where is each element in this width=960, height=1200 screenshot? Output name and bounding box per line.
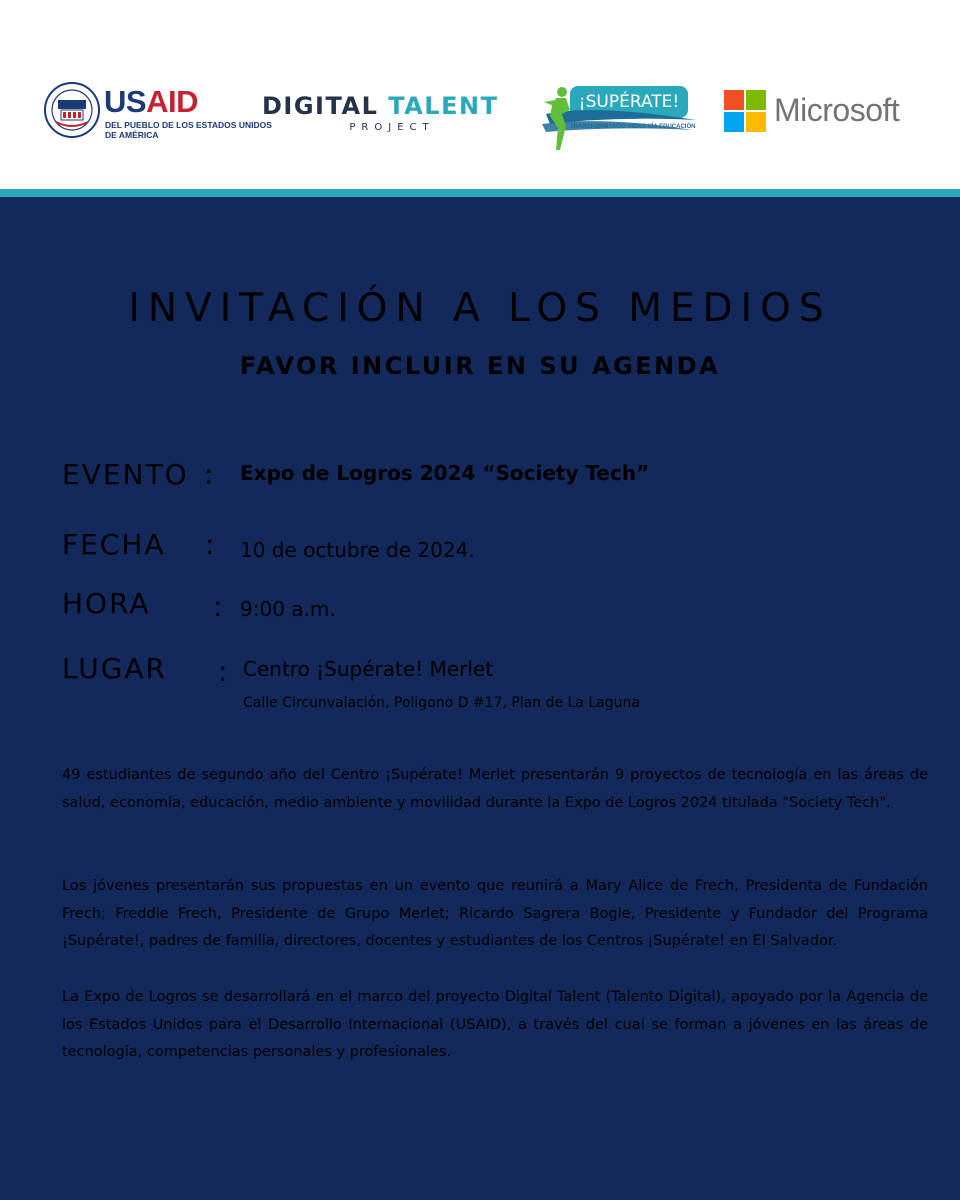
date-colon: : [205,528,215,561]
usaid-wordmark-aid: AID [146,84,198,119]
ms-blue-square [724,112,744,132]
ms-green-square [746,90,766,110]
digital-talent-logo [262,92,522,142]
event-colon: : [204,458,214,491]
usaid-seal-icon [44,82,100,138]
invitation-title: INVITACIÓN A LOS MEDIOS [128,286,832,331]
superate-tagline: TRANSFORMANDO VIDAS VÍA EDUCACIÓN [570,124,696,130]
date-label: FECHA [62,528,166,561]
microsoft-windows-icon [724,90,766,132]
time-label: HORA [62,587,151,620]
usaid-wordmark-us: US [104,84,147,119]
paragraph-2: Los jóvenes presentarán sus propuestas en un evento que reunirá a Mary Alice de Frech, Presidenta de Fundación Frech; Freddie Frech, Presidente de Grupo Merlet; Ricardo Sagrera Bogle, Presidente y Fundador del Programa ¡Supérate!, padres de familia, directores, docentes y estudiantes de los Centros ¡Supérate! en El Salvador. [62,878,928,949]
microsoft-logo [724,90,924,134]
event-value: Expo de Logros 2024 “Society Tech” [240,461,650,485]
superate-title: ¡SUPÉRATE! [578,92,680,112]
ms-yellow-square [746,112,766,132]
superate-logo [536,80,701,156]
paragraph-1: 49 estudiantes de segundo año del Centro ¡Supérate! Merlet presentarán 9 proyectos de tecnología en las áreas de salud, economía, educación, medio ambiente y movilidad durante la Expo de Logros 2024 titulada "Society Tech". [62,767,928,811]
usaid-logo [44,82,272,142]
event-label: EVENTO [62,458,189,491]
teal-divider [0,189,960,197]
time-colon: : [213,590,223,623]
place-label: LUGAR [62,652,168,685]
digital-talent-title [262,92,522,120]
project-word: PROJECT [349,122,435,133]
time-value: 9:00 a.m. [240,597,336,621]
ms-red-square [724,90,744,110]
date-value: 10 de octubre de 2024. [240,538,475,562]
place-address: Calle Circunvalación, Poligono D #17, Plan de La Laguna [243,695,640,711]
talent-word: TALENT [388,92,499,120]
usaid-tagline: DEL PUEBLO DE LOS ESTADOS UNIDOS DE AMÉRICA [105,120,272,140]
place-value: Centro ¡Supérate! Merlet [243,657,494,681]
digital-word: DIGITAL [262,92,379,120]
place-colon: : [218,655,228,688]
paragraph-3: La Expo de Logros se desarrollará en el marco del proyecto Digital Talent (Talento Digital), apoyado por la Agencia de los Estados Unidos para el Desarrollo Internacional (USAID), a través del cual se forman a jóvenes en las áreas de tecnología, competencias personales y profesionales. [62,989,928,1060]
usaid-wordmark [104,86,198,118]
microsoft-wordmark: Microsoft [774,92,900,128]
invitation-subtitle: FAVOR INCLUIR EN SU AGENDA [239,352,721,380]
